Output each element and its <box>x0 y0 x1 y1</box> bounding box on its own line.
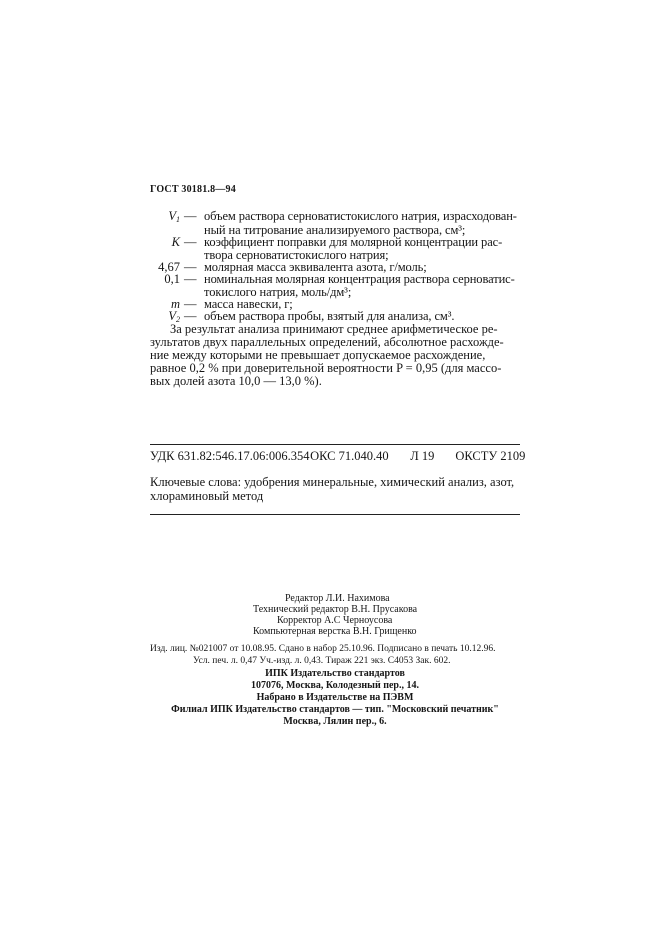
definition-text: коэффициент поправки для молярной концентрации рас- <box>204 235 503 249</box>
definition-symbol: $V_1$ <box>168 209 180 224</box>
print-data-line: Усл. печ. л. 0,47 Уч.-изд. л. 0,43. Тираж 221 экз. С4053 Зак. 602. <box>193 656 451 666</box>
license-line: Изд. лиц. №021007 от 10.08.95. Сдано в набор 25.10.96. Подписано в печать 10.12.96. <box>150 644 496 654</box>
definition-symbol: m <box>170 297 180 311</box>
definition-dash: — <box>184 235 197 249</box>
oks-code: ОКС 71.040.40 <box>310 449 389 463</box>
keywords-line: Ключевые слова: удобрения минеральные, химический анализ, азот, <box>150 475 515 489</box>
paragraph-line: зультатов двух параллельных определений, абсолютное расхожде- <box>150 335 504 349</box>
definition-text: объем раствора пробы, взятый для анализа, см³. <box>204 309 455 323</box>
classification-line <box>150 449 525 464</box>
definition-symbol: 0,1 <box>164 272 180 286</box>
definition-text: молярная масса эквивалента азота, г/моль; <box>204 260 427 274</box>
l-code: Л 19 <box>410 449 435 463</box>
paragraph-line: вых долей азота 10,0 — 13,0 %). <box>150 374 322 388</box>
definition-dash: — <box>184 272 197 286</box>
publisher-line: Набрано в Издательстве на ПЭВМ <box>256 692 414 703</box>
divider-bottom <box>150 514 520 515</box>
definition-text: токислого натрия, моль/дм³; <box>204 285 352 299</box>
divider-top <box>150 444 520 445</box>
standard-number: ГОСТ 30181.8—94 <box>150 184 236 195</box>
corrector-line: Корректор А.С Черноусова <box>277 615 393 626</box>
definition-dash: — <box>184 209 197 223</box>
tech-editor-line: Технический редактор В.Н. Прусакова <box>253 604 418 615</box>
keywords-line: хлораминовый метод <box>150 489 264 503</box>
publisher-line: Филиал ИПК Издательство стандартов — тип. "Московский печатник" <box>171 704 499 715</box>
definition-symbol: K <box>171 235 180 249</box>
definition-dash: — <box>184 309 197 323</box>
paragraph-line: равное 0,2 % при доверительной вероятности P = 0,95 (для массо- <box>150 361 502 375</box>
definition-text: номинальная молярная концентрация раствора серноватис- <box>204 272 515 286</box>
definition-dash: — <box>184 297 197 311</box>
udk-code: УДК 631.82:546.17.06:006.354 <box>150 449 310 463</box>
definition-dash: — <box>184 260 197 274</box>
publisher-line: Москва, Лялин пер., 6. <box>283 716 387 727</box>
definition-symbol: $V_2$ <box>168 309 180 324</box>
okstu-code: ОКСТУ 2109 <box>455 449 526 463</box>
definition-text: объем раствора серноватистокислого натрия, израсходован- <box>204 209 517 223</box>
paragraph-line: ние между которыми не превышает допускаемое расхождение, <box>150 348 486 362</box>
definition-text: ный на титрование анализируемого раствора, см³; <box>204 223 466 237</box>
editor-line: Редактор Л.И. Нахимова <box>285 593 390 604</box>
definition-text: твора серноватистокислого натрия; <box>204 248 389 262</box>
paragraph-line: За результат анализа принимают среднее арифметическое ре- <box>170 322 498 336</box>
publisher-line: ИПК Издательство стандартов <box>265 668 405 679</box>
definition-symbol: 4,67 <box>158 260 180 274</box>
publisher-line: 107076, Москва, Колодезный пер., 14. <box>251 680 419 691</box>
definition-text: масса навески, г; <box>204 297 293 311</box>
layout-line: Компьютерная верстка В.Н. Грищенко <box>253 626 417 637</box>
